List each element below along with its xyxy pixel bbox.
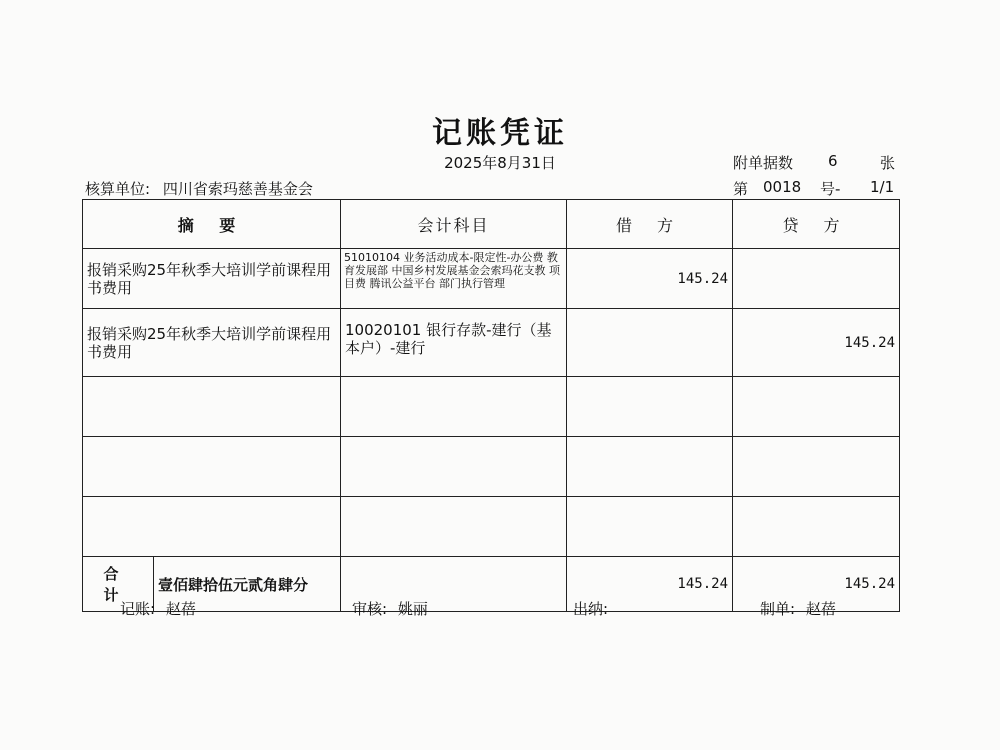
- accounting-unit: [85, 178, 313, 199]
- row-credit: [733, 437, 900, 497]
- total-credit: 145.24: [733, 557, 900, 612]
- preparer-label: 制单:: [760, 600, 796, 618]
- row-debit: [567, 497, 733, 557]
- table-row: [83, 249, 900, 309]
- total-amount-words: 壹佰肆拾伍元贰角肆分: [158, 575, 309, 594]
- footer-preparer: [760, 598, 836, 619]
- attachments-count: 6: [828, 152, 838, 170]
- table-header-row: [83, 200, 900, 249]
- row-account: [341, 437, 567, 497]
- total-debit: 145.24: [567, 557, 733, 612]
- sequence-number: 0018: [763, 178, 802, 196]
- attachments-unit: 张: [880, 154, 896, 172]
- header-credit: 贷 方: [733, 200, 900, 249]
- row-summary: 报销采购25年秋季大培训学前课程用书费用: [83, 249, 341, 309]
- accounting-unit-label: 核算单位:: [85, 180, 151, 198]
- table-row: [83, 377, 900, 437]
- row-account: 51010104 业务活动成本-限定性-办公费 教育发展部 中国乡村发展基金会索玛花支教 项目费 腾讯公益平台 部门执行管理: [341, 249, 567, 309]
- voucher-date: 2025年8月31日: [444, 154, 556, 172]
- row-account: 10020101 银行存款-建行（基本户）-建行: [341, 309, 567, 377]
- reviewer-name: 姚丽: [397, 600, 428, 618]
- bookkeeper-name: 赵蓓: [165, 600, 196, 618]
- table-row: [83, 309, 900, 377]
- row-debit: [567, 377, 733, 437]
- row-credit: [733, 377, 900, 437]
- row-summary: [83, 497, 341, 557]
- voucher-table: [82, 199, 900, 612]
- row-debit: 145.24: [567, 249, 733, 309]
- accounting-unit-value: 四川省索玛慈善基金会: [162, 180, 313, 198]
- total-label: 合 计: [83, 557, 154, 611]
- row-credit: 145.24: [733, 309, 900, 377]
- footer-reviewer: [352, 598, 428, 619]
- row-credit: [733, 497, 900, 557]
- row-summary: [83, 377, 341, 437]
- row-account: [341, 377, 567, 437]
- table-row: [83, 497, 900, 557]
- row-debit: [567, 309, 733, 377]
- reviewer-label: 审核:: [352, 600, 388, 618]
- row-debit: [567, 437, 733, 497]
- sequence-page: 1/1: [870, 178, 895, 196]
- attachments-label: 附单据数: [733, 154, 794, 172]
- row-account: [341, 497, 567, 557]
- header-summary: 摘 要: [83, 200, 341, 249]
- row-summary: 报销采购25年秋季大培训学前课程用书费用: [83, 309, 341, 377]
- table-row: [83, 437, 900, 497]
- sequence-prefix: 第: [733, 180, 749, 198]
- preparer-name: 赵蓓: [805, 600, 836, 618]
- header-account: 会计科目: [341, 200, 567, 249]
- sequence-suffix: 号-: [820, 180, 841, 198]
- bookkeeper-label: 记账:: [120, 600, 156, 618]
- row-credit: [733, 249, 900, 309]
- voucher-title: 记账凭证: [432, 116, 568, 151]
- footer-cashier: [573, 598, 614, 619]
- header-debit: 借 方: [567, 200, 733, 249]
- cashier-label: 出纳:: [573, 600, 609, 618]
- row-summary: [83, 437, 341, 497]
